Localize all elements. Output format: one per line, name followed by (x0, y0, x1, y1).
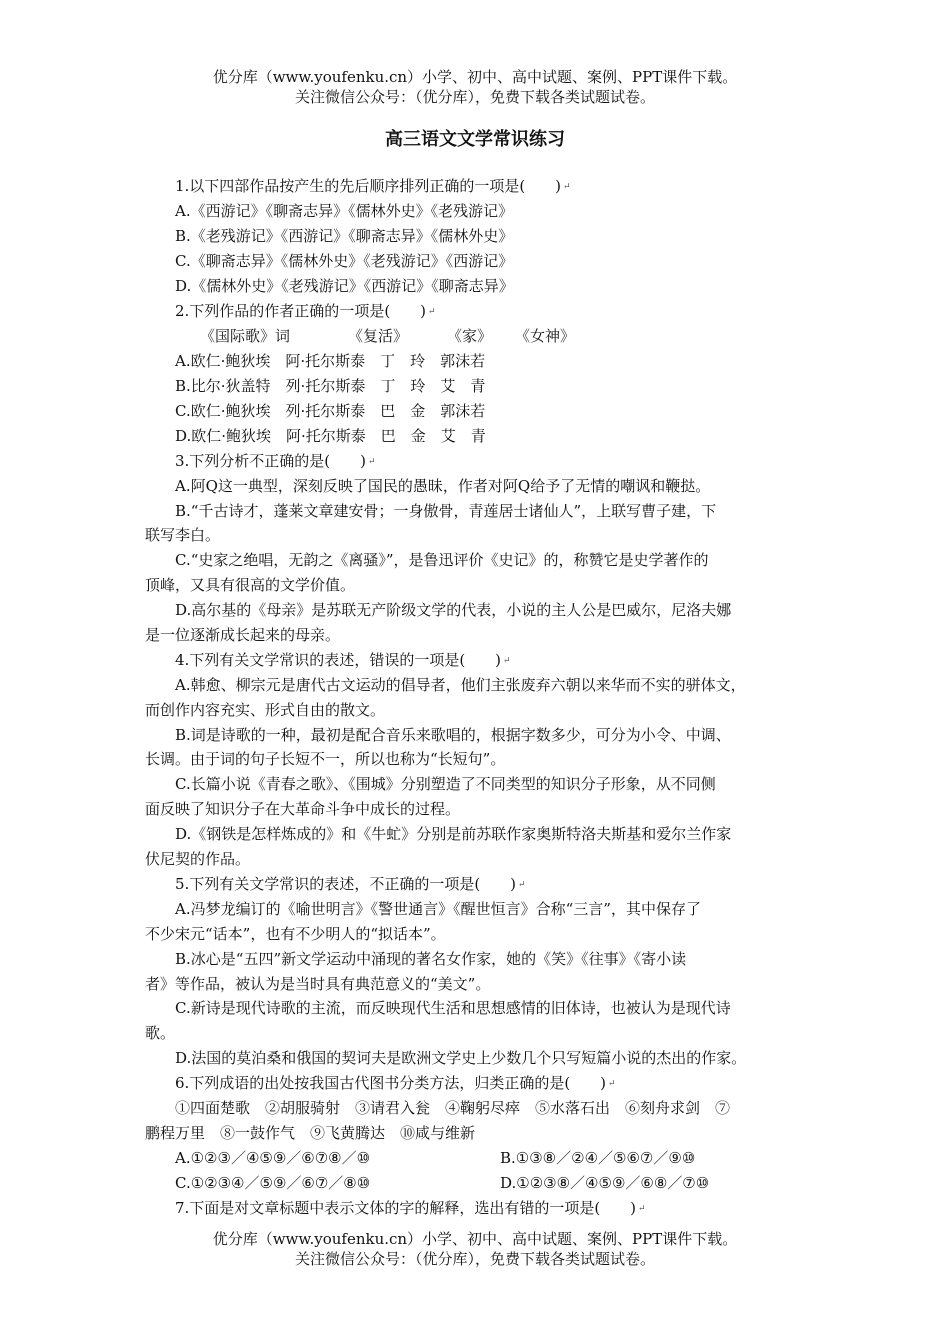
question-4-option-b-line-2: 长调。由于词的句子长短不一，所以也称为“长短句”。 (145, 750, 506, 768)
question-6-option-c: C.①②③④／⑤⑨／⑥⑦／⑧⑩ (175, 1174, 371, 1192)
question-5-option-c-line-1: C.新诗是现代诗歌的主流，而反映现代生活和思想感情的旧体诗，也被认为是现代诗 (175, 999, 731, 1017)
question-1-stem: 1.以下四部作品按产生的先后顺序排列正确的一项是( ) ↵ (175, 177, 571, 195)
question-2-header-family: 《家》 (447, 327, 493, 345)
question-4-option-c-line-1: C.长篇小说《青春之歌》、《围城》分别塑造了不同类型的知识分子形象，从不同侧 (175, 775, 716, 793)
paragraph-mark-icon: ↵ (503, 656, 511, 666)
header-line-1: 优分库（www.youfenku.cn）小学、初中、高中试题、案例、PPT课件下载。 (212, 68, 738, 86)
question-4-option-a-line-1: A.韩愈、柳宗元是唐代古文运动的倡导者，他们主张废弃六朝以来华而不实的骈体文， (175, 676, 746, 694)
question-3-stem: 3.下列分析不正确的是( ) ↵ (175, 452, 376, 470)
footer-line-2: 关注微信公众号：（优分库），免费下载各类试题试卷。 (294, 1250, 655, 1268)
question-2-option-d: D.欧仁·鲍狄埃 阿·托尔斯泰 巴 金 艾 青 (175, 427, 486, 445)
question-6-option-a: A.①②③／④⑤⑨／⑥⑦⑧／⑩ (175, 1149, 371, 1167)
question-5-option-b-line-1: B.冰心是“五四”新文学运动中涌现的著名女作家，她的《笑》《往事》《寄小读 (175, 950, 687, 968)
paragraph-mark-icon: ↵ (368, 457, 376, 467)
question-4-option-d-line-2: 伏尼契的作品。 (145, 850, 251, 868)
question-2-header-goddess: 《女神》 (515, 327, 576, 345)
footer-line-1: 优分库（www.youfenku.cn）小学、初中、高中试题、案例、PPT课件下载。 (212, 1230, 738, 1248)
question-3-option-c-line-1: C.“史家之绝唱，无韵之《离骚》”，是鲁迅评价《史记》的，称赞它是史学著作的 (175, 551, 709, 569)
question-3-option-d-line-2: 是一位逐渐成长起来的母亲。 (145, 626, 341, 644)
question-2-stem: 2.下列作品的作者正确的一项是( ) ↵ (175, 302, 436, 320)
question-6-stem: 6.下列成语的出处按我国古代图书分类方法，归类正确的是( ) ↵ (175, 1074, 616, 1092)
question-4-option-b-line-1: B.词是诗歌的一种，最初是配合音乐来歌唱的，根据字数多少，可分为小令、中调、 (175, 726, 731, 744)
question-5-option-a-line-2: 不少宋元“话本”，也有不少明人的“拟话本”。 (145, 925, 446, 943)
question-6-idioms-line-1: ①四面楚歌 ②胡服骑射 ③请君入瓮 ④鞠躬尽瘁 ⑤水落石出 ⑥刻舟求剑 ⑦ (175, 1099, 731, 1117)
paragraph-mark-icon: ↵ (563, 182, 571, 192)
page-title: 高三语文文学常识练习 (385, 129, 565, 150)
paragraph-mark-icon: ↵ (428, 307, 436, 317)
question-5-option-a-line-1: A.冯梦龙编订的《喻世明言》《警世通言》《醒世恒言》合称“三言”，其中保存了 (175, 900, 701, 918)
question-1-option-c: C.《聊斋志异》《儒林外史》《老残游记》《西游记》 (175, 252, 514, 270)
question-3-option-d-line-1: D.高尔基的《母亲》是苏联无产阶级文学的代表，小说的主人公是巴威尔，尼洛夫娜 (175, 601, 732, 619)
question-6-idioms-line-2: 鹏程万里 ⑧一鼓作气 ⑨飞黄腾达 ⑩咸与维新 (145, 1124, 476, 1142)
question-5-option-b-line-2: 者》等作品，被认为是当时具有典范意义的“美文”。 (145, 975, 491, 993)
question-2-option-b: B.比尔·狄盖特 列·托尔斯泰 丁 玲 艾 青 (175, 377, 486, 395)
question-2-header-anthem: 《国际歌》词 (200, 327, 291, 345)
question-3-option-a: A.阿Q这一典型，深刻反映了国民的愚昧，作者对阿Q给予了无情的嘲讽和鞭挞。 (175, 477, 711, 495)
question-4-option-d-line-1: D.《钢铁是怎样炼成的》和《牛虻》分别是前苏联作家奥斯特洛夫斯基和爱尔兰作家 (175, 825, 732, 843)
question-3-option-c-line-2: 顶峰，又具有很高的文学价值。 (145, 576, 356, 594)
question-5-stem: 5.下列有关文学常识的表述，不正确的一项是( ) ↵ (175, 875, 526, 893)
question-3-option-b-line-1: B.“千古诗才，蓬莱文章建安骨；一身傲骨，青莲居士诸仙人”，上联写曹子建，下 (175, 502, 717, 520)
question-2-header-resurrection: 《复活》 (348, 327, 409, 345)
question-5-option-c-line-2: 歌。 (145, 1024, 176, 1042)
question-5-option-d: D.法国的莫泊桑和俄国的契诃夫是欧洲文学史上少数几个只写短篇小说的杰出的作家。 (175, 1049, 747, 1067)
question-1-option-d: D.《儒林外史》《老残游记》《西游记》《聊斋志异》 (175, 277, 514, 295)
question-6-option-d: D.①②③⑧／④⑤⑨／⑥⑧／⑦⑩ (500, 1174, 710, 1192)
question-7-stem: 7.下面是对文章标题中表示文体的字的解释，选出有错的一项是( ) ↵ (175, 1199, 646, 1217)
question-2-option-c: C.欧仁·鲍狄埃 列·托尔斯泰 巴 金 郭沫若 (175, 402, 486, 420)
question-1-option-b: B.《老残游记》《西游记》《聊斋志异》《儒林外史》 (175, 227, 514, 245)
question-4-option-a-line-2: 而创作内容充实、形式自由的散文。 (145, 701, 386, 719)
question-1-option-a: A.《西游记》《聊斋志异》《儒林外史》《老残游记》 (175, 202, 514, 220)
question-4-stem: 4.下列有关文学常识的表述，错误的一项是( ) ↵ (175, 651, 511, 669)
question-6-option-b: B.①③⑧／②④／⑤⑥⑦／⑨⑩ (500, 1149, 696, 1167)
paragraph-mark-icon: ↵ (518, 880, 526, 890)
question-4-option-c-line-2: 面反映了知识分子在大革命斗争中成长的过程。 (145, 800, 461, 818)
paragraph-mark-icon: ↵ (638, 1204, 646, 1214)
paragraph-mark-icon: ↵ (608, 1079, 616, 1089)
question-3-option-b-line-2: 联写李白。 (145, 526, 221, 544)
header-line-2: 关注微信公众号：（优分库），免费下载各类试题试卷。 (294, 88, 655, 106)
question-2-option-a: A.欧仁·鲍狄埃 阿·托尔斯泰 丁 玲 郭沫若 (175, 352, 486, 370)
